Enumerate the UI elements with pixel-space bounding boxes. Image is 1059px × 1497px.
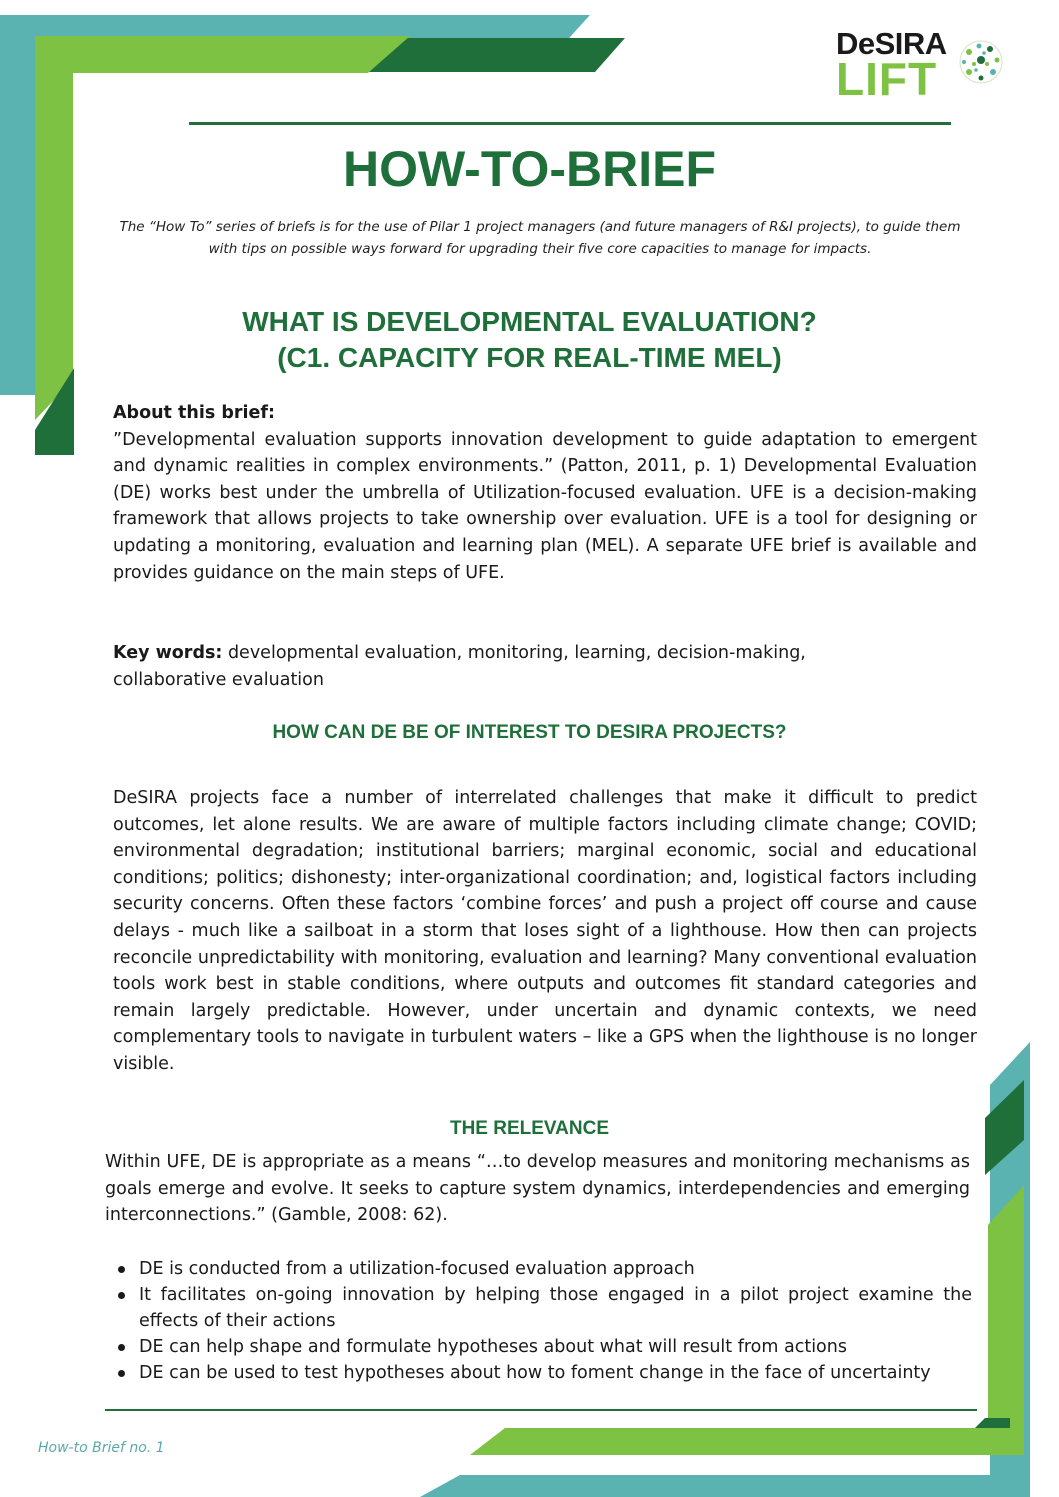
list-item: DE can be used to test hypotheses about how to foment change in the face of uncertainty <box>112 1360 972 1386</box>
bottom-rule <box>105 1409 977 1411</box>
top-rule <box>189 122 951 125</box>
logo-text-desira: DeSIRA <box>836 26 947 61</box>
list-item: DE is conducted from a utilization-focused evaluation approach <box>112 1256 972 1282</box>
brief-subtitle <box>0 304 1059 376</box>
section-relevance-text: Within UFE, DE is appropriate as a means “…to develop measures and monitoring mechanisms as goals emerge and evolve. It seeks to capture system dynamics, interdependencies and emerging interconnections.” (Gamble, 2008: 62). <box>105 1152 970 1226</box>
intro-text: The “How To” series of briefs is for the use of Pilar 1 project managers (and future managers of R&I projects), to guide them with tips on possible ways forward for upgrading their five core capacities to manage for impacts. <box>119 219 961 257</box>
section-heading-relevance: THE RELEVANCE <box>449 1118 610 1139</box>
subtitle-line-2: (C1. CAPACITY FOR REAL-TIME MEL) <box>277 342 782 373</box>
section-heading-interest: HOW CAN DE BE OF INTEREST TO DESIRA PROJECTS? <box>272 722 787 743</box>
page-title: HOW-TO-BRIEF <box>342 141 717 197</box>
logo-text-lift: LIFT <box>836 53 938 105</box>
footer-label: How-to Brief no. 1 <box>38 1440 165 1456</box>
bottom-right-dark-green-strip <box>975 1418 1010 1428</box>
list-item: It facilitates on-going innovation by helping those engaged in a pilot project examine the effects of their actions <box>112 1282 972 1334</box>
subtitle-line-1: WHAT IS DEVELOPMENTAL EVALUATION? <box>242 306 817 337</box>
desira-lift-logo <box>830 26 1010 106</box>
globe-dots-icon <box>957 38 1005 86</box>
section-interest-text: DeSIRA projects face a number of interrelated challenges that make it difficult to predict outcomes, let alone results. We are aware of multiple factors including climate change; COVID; environmental degradation; institutional barriers; marginal economic, social and educational conditions; politics; dishonesty; inter-organizational coordination; and, logistical factors including security concerns. Often these factors ‘combine forces’ and push a project off course and cause delays - much like a sailboat in a storm that loses sight of a lighthouse. How then can projects reconcile unpredictability with monitoring, evaluation and learning? Many conventional evaluation tools work best in stable conditions, where outputs and outcomes fit standard categories and remain largely predictable. However, under uncertain and dynamic contexts, we need complementary tools to navigate in turbulent waters – like a GPS when the lighthouse is no longer visible. <box>113 788 977 1074</box>
about-heading: About this brief: <box>113 403 275 423</box>
relevance-bullet-list <box>112 1256 972 1386</box>
about-text: ”Developmental evaluation supports innovation development to guide adaptation to emergent and dynamic realities in complex environments.” (Patton, 2011, p. 1) Developmental Evaluation (DE) works best under the umbrella of Utilization-focused evaluation. UFE is a decision-making framework that allows projects to take ownership over evaluation. UFE is a tool for designing or updating a monitoring, evaluation and learning plan (MEL). A separate UFE brief is available and provides guidance on the main steps of UFE. <box>113 429 977 583</box>
keywords-label: Key words: <box>113 643 223 663</box>
keywords-section <box>113 640 873 693</box>
list-item: DE can help shape and formulate hypotheses about what will result from actions <box>112 1334 972 1360</box>
keywords-text: developmental evaluation, monitoring, learning, decision-making, collaborative evaluation <box>113 643 806 690</box>
about-section <box>113 400 977 586</box>
